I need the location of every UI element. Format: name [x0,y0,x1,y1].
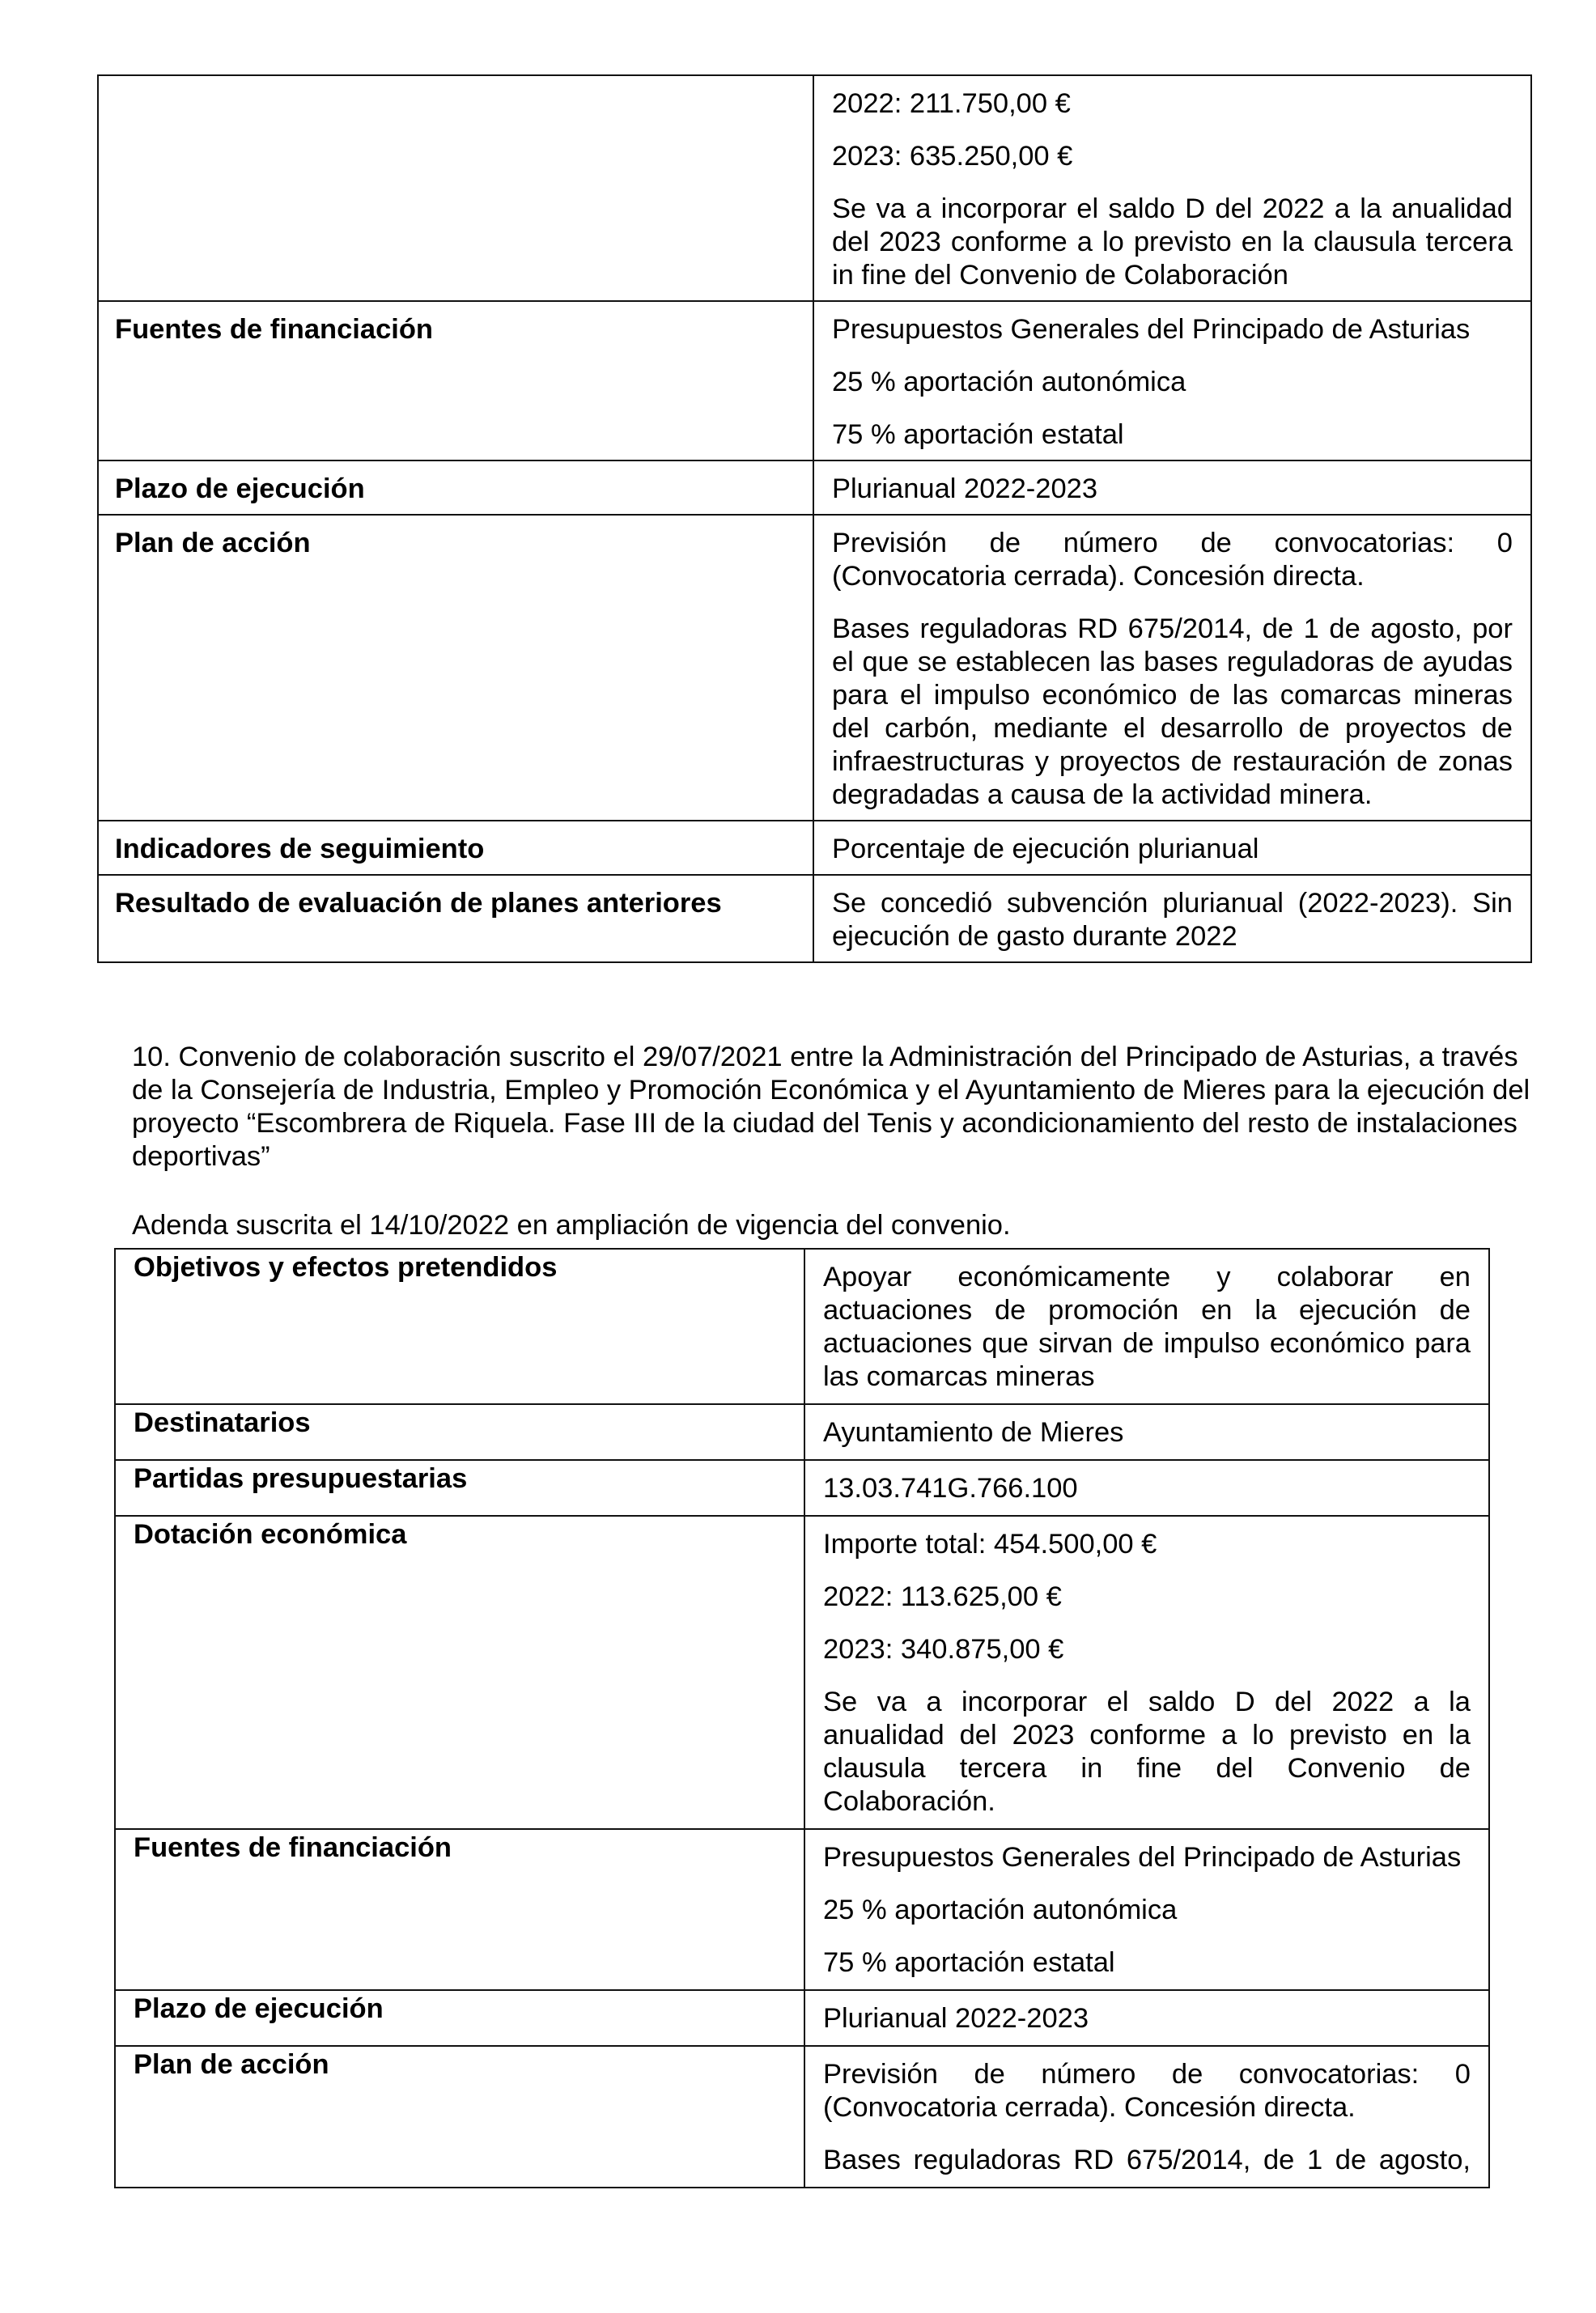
table-row [115,1990,1489,2046]
row-value [813,515,1531,821]
row-value [804,2046,1489,2188]
funding-state: 75 % aportación estatal [832,419,1124,450]
row-label: Fuentes de financiación [115,1829,804,1990]
amount-2022: 2022: 113.625,00 € [823,1581,1062,1612]
row-label [98,75,813,301]
section-10-addenda: Adenda suscrita el 14/10/2022 en ampliación de vigencia del convenio. [132,1210,1011,1241]
table-row [115,1516,1489,1829]
table-row [115,2046,1489,2188]
budget-line: 13.03.741G.766.100 [823,1473,1078,1504]
recipients: Ayuntamiento de Mieres [823,1417,1124,1448]
row-value [804,1516,1489,1829]
table-row [115,1460,1489,1516]
total-amount: Importe total: 454.500,00 € [823,1529,1157,1560]
subsidy-table-section-10 [114,1248,1490,2188]
row-label: Plazo de ejecución [98,460,813,515]
table-row [98,301,1531,460]
funding-state: 75 % aportación estatal [823,1947,1115,1978]
table-row [98,460,1531,515]
action-plan-bases: Bases reguladoras RD 675/2014, de 1 de agosto, por el que se establecen las bases reguladoras de ayudas para el impulso económico de las comarcas mineras del carbón, mediante el desarrollo de proyectos de infraestructuras y proyectos de restauración de zonas degradadas a causa de la actividad minera. [832,613,1513,810]
table-row [98,821,1531,875]
balance-note: Se va a incorporar el saldo D del 2022 a la anualidad del 2023 conforme a lo previsto en la clausula tercera in fine del Convenio de Colaboración [832,193,1513,291]
table-row [115,1249,1489,1404]
row-value [804,1460,1489,1516]
row-value [813,821,1531,875]
amount-2023: 2023: 340.875,00 € [823,1634,1064,1665]
row-label: Objetivos y efectos pretendidos [115,1249,804,1404]
evaluation-result: Se concedió subvención plurianual (2022-2023). Sin ejecución de gasto durante 2022 [832,888,1513,952]
funding-regional: 25 % aportación autonómica [823,1895,1178,1925]
row-value [813,75,1531,301]
amount-2023: 2023: 635.250,00 € [832,141,1073,172]
row-value [804,1990,1489,2046]
table-row [115,1404,1489,1460]
objectives-text: Apoyar económicamente y colaborar en actuaciones de promoción en la ejecución de actuaciones que sirvan de impulso económico para las comarcas mineras [823,1262,1471,1392]
row-value [813,301,1531,460]
action-plan-calls: Previsión de número de convocatorias: 0 (Convocatoria cerrada). Concesión directa. [832,528,1513,592]
table-row [98,875,1531,962]
row-value [813,460,1531,515]
row-label: Plazo de ejecución [115,1990,804,2046]
section-10-intro: 10. Convenio de colaboración suscrito el 29/07/2021 entre la Administración del Principado de Asturias, a través de la Consejería de Industria, Empleo y Promoción Económica y el Ayuntamiento de Mieres para la ejecución del proyecto “Escombrera de Riquela. Fase III de la ciudad del Tenis y acondicionamiento del resto de instalaciones deportivas” [132,1042,1530,1172]
row-value [813,875,1531,962]
execution-period: Plurianual 2022-2023 [832,473,1098,504]
monitoring-indicator: Porcentaje de ejecución plurianual [832,834,1259,864]
row-label: Indicadores de seguimiento [98,821,813,875]
row-value [804,1404,1489,1460]
table-row [98,75,1531,301]
row-label: Resultado de evaluación de planes anteriores [98,875,813,962]
row-label: Destinatarios [115,1404,804,1460]
funding-regional: 25 % aportación autonómica [832,367,1186,397]
row-value [804,1249,1489,1404]
row-label: Partidas presupuestarias [115,1460,804,1516]
amount-2022: 2022: 211.750,00 € [832,88,1071,119]
funding-source: Presupuestos Generales del Principado de Asturias [832,314,1471,345]
balance-note: Se va a incorporar el saldo D del 2022 a la anualidad del 2023 conforme a lo previsto en la clausula tercera in fine del Convenio de Colaboración. [823,1687,1471,1817]
row-label: Plan de acción [115,2046,804,2188]
action-plan-calls: Previsión de número de convocatorias: 0 (Convocatoria cerrada). Concesión directa. [823,2059,1471,2123]
row-label: Plan de acción [98,515,813,821]
subsidy-table-continued [97,74,1532,963]
funding-source: Presupuestos Generales del Principado de Asturias [823,1842,1462,1873]
row-label: Fuentes de financiación [98,301,813,460]
row-label: Dotación económica [115,1516,804,1829]
action-plan-bases: Bases reguladoras RD 675/2014, de 1 de agosto, [823,2145,1471,2175]
table-row [115,1829,1489,1990]
table-row [98,515,1531,821]
row-value [804,1829,1489,1990]
execution-period: Plurianual 2022-2023 [823,2003,1089,2034]
